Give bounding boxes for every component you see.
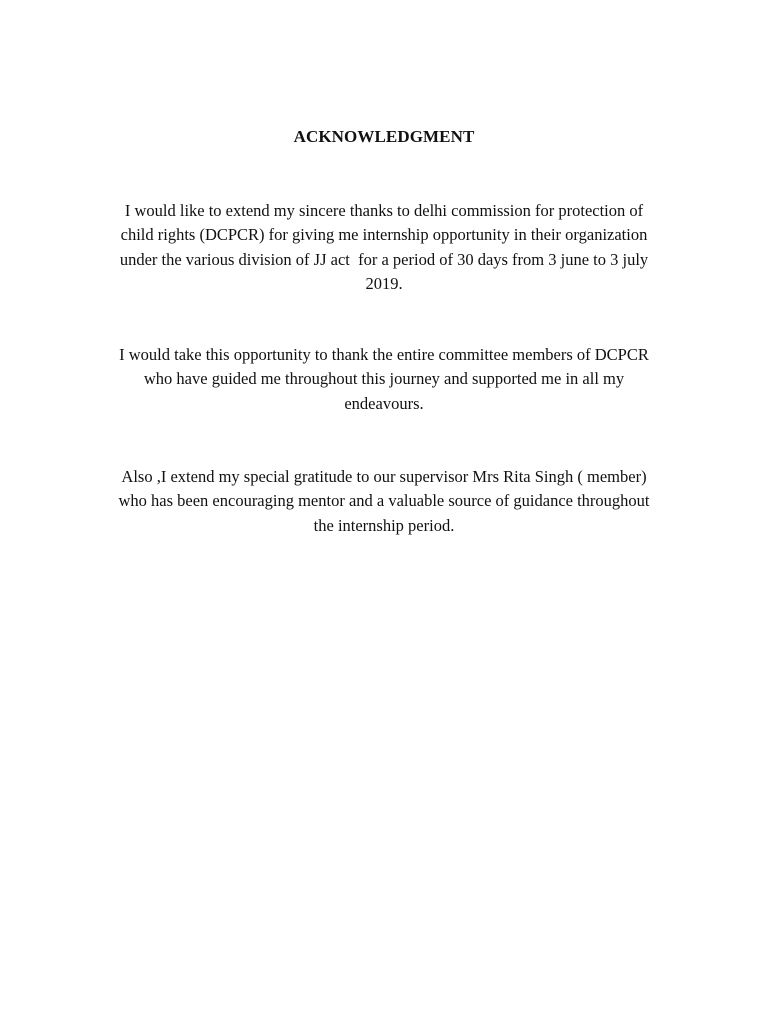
paragraph-line: I would take this opportunity to thank the entire committee members of DCPCR xyxy=(119,345,649,364)
paragraph-line: who have guided me throughout this journey and supported me in all my xyxy=(143,369,625,389)
paragraph-line: child rights (DCPCR) for giving me internship opportunity in their organization xyxy=(120,225,648,245)
paragraph-line: who has been encouraging mentor and a valuable source of guidance throughout xyxy=(118,491,650,511)
paragraph-committee-thanks xyxy=(95,343,673,416)
paragraph-line: the internship period. xyxy=(313,515,455,535)
paragraph-supervisor-gratitude xyxy=(95,465,673,538)
paragraph-line: under the various division of JJ act for a period of 30 days from 3 june to 3 july xyxy=(119,249,649,269)
paragraph-thanks-dcpcr xyxy=(95,199,673,296)
page-title: ACKNOWLEDGMENT xyxy=(293,127,475,146)
paragraph-line: Also ,I extend my special gratitude to our supervisor Mrs Rita Singh ( member) xyxy=(121,467,647,486)
paragraph-line: I would like to extend my sincere thanks to delhi commission for protection of xyxy=(124,201,644,220)
paragraph-line: endeavours. xyxy=(344,393,424,413)
paragraph-line: 2019. xyxy=(365,273,403,293)
